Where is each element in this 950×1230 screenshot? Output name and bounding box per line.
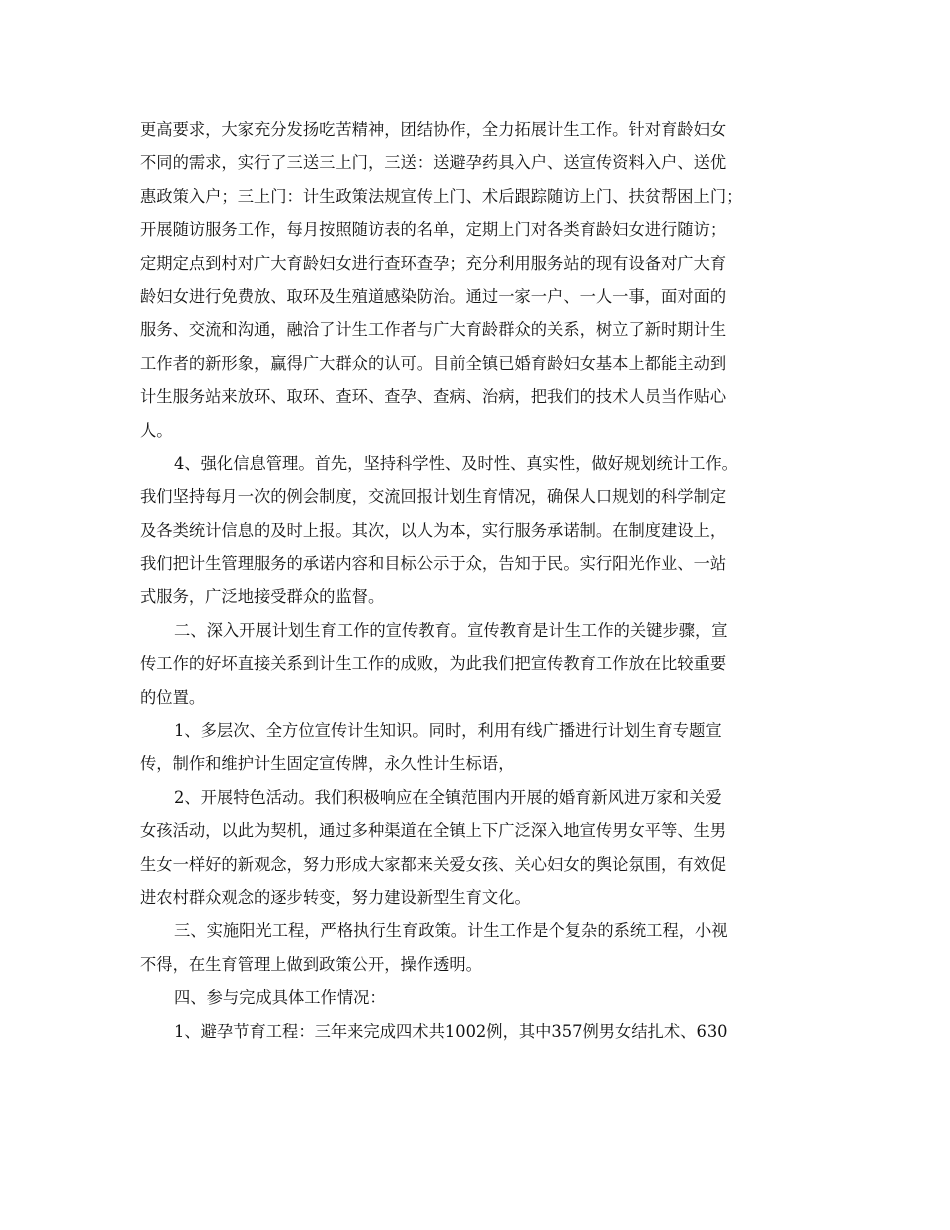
- text-line: 我们把计生管理服务的承诺内容和目标公示于众，告知于民。实行阳光作业、一站: [140, 554, 727, 574]
- text-line: 不得，在生育管理上做到政策公开，操作透明。: [140, 954, 482, 974]
- text-line: 定期定点到村对广大育龄妇女进行查环查孕；充分利用服务站的现有设备对广大育: [140, 253, 727, 273]
- paragraph-first-line: 1、多层次、全方位宣传计生知识。同时，利用有线广播进行计划生育专题宣: [174, 721, 722, 741]
- text-line: 计生服务站来放环、取环、查环、查孕、查病、治病，把我们的技术人员当作贴心: [140, 387, 727, 407]
- text-line: 及各类统计信息的及时上报。其次，以人为本，实行服务承诺制。在制度建设上，: [140, 520, 727, 540]
- text-line: 式服务，广泛地接受群众的监督。: [140, 587, 385, 607]
- text-line: 工作者的新形象，赢得广大群众的认可。目前全镇已婚育龄妇女基本上都能主动到: [140, 353, 727, 373]
- paragraph-first-line: 二、深入开展计划生育工作的宣传教育。宣传教育是计生工作的关键步骤，宣: [174, 620, 728, 640]
- text-line: 传，制作和维护计生固定宣传牌，永久性计生标语，: [140, 754, 515, 774]
- paragraph-first-line: 三、实施阳光工程，严格执行生育政策。计生工作是个复杂的系统工程，小视: [174, 921, 728, 941]
- text-line: 更高要求，大家充分发扬吃苦精神，团结协作，全力拓展计生工作。针对育龄妇女: [140, 120, 727, 139]
- text-line: 的位置。: [140, 687, 206, 707]
- paragraph-first-line: 1、避孕节育工程：三年来完成四术共1002例，其中357例男女结扎术、630: [174, 1021, 728, 1041]
- text-line: 传工作的好坏直接关系到计生工作的成败，为此我们把宣传教育工作放在比较重要: [140, 654, 727, 674]
- text-line: 不同的需求，实行了三送三上门，三送：送避孕药具入户、送宣传资料入户、送优: [140, 153, 727, 173]
- text-line: 进农村群众观念的逐步转变，努力建设新型生育文化。: [140, 887, 531, 907]
- text-line: 人。: [140, 420, 173, 440]
- text-line: 服务、交流和沟通，融洽了计生工作者与广大育龄群众的关系，树立了新时期计生: [140, 320, 727, 340]
- paragraph-first-line: 2、开展特色活动。我们积极响应在全镇范围内开展的婚育新风进万家和关爱: [174, 787, 722, 807]
- text-line: 开展随访服务工作，每月按照随访表的名单，定期上门对各类育龄妇女进行随访；: [140, 220, 727, 240]
- text-line: 我们坚持每月一次的例会制度，交流回报计划生育情况，确保人口规划的科学制定: [140, 487, 727, 507]
- document-body: [140, 113, 830, 1048]
- paragraph-first-line: 4、强化信息管理。首先，坚持科学性、及时性、真实性，做好规划统计工作。: [174, 453, 738, 473]
- text-line: 龄妇女进行免费放、取环及生殖道感染防治。通过一家一户、一人一事，面对面的: [140, 286, 727, 306]
- paragraph-first-line: 四、参与完成具体工作情况：: [174, 988, 386, 1008]
- text-line: 惠政策入户；三上门：计生政策法规宣传上门、术后跟踪随访上门、扶贫帮困上门；: [140, 186, 743, 206]
- text-line: 生女一样好的新观念，努力形成大家都来关爱女孩、关心妇女的舆论氛围，有效促: [140, 854, 727, 874]
- text-line: 女孩活动，以此为契机，通过多种渠道在全镇上下广泛深入地宣传男女平等、生男: [140, 821, 727, 841]
